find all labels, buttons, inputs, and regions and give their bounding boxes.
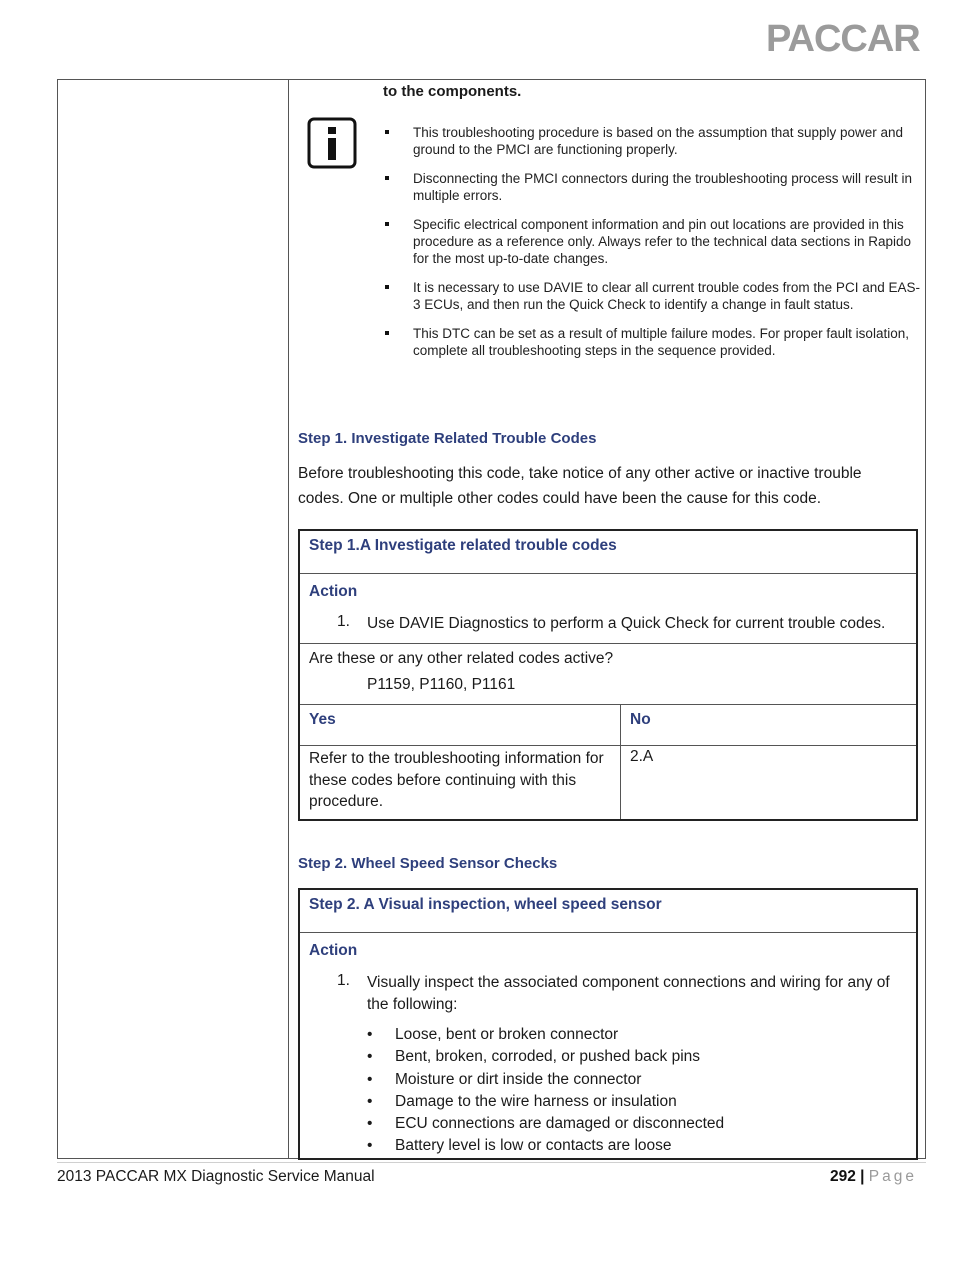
note-item: Disconnecting the PMCI connectors during the troubleshooting process will result in multiple errors.: [383, 170, 923, 204]
action-step: 1. Visually inspect the associated component connections and wiring for any of the following:: [337, 972, 890, 1013]
action-label: Action: [309, 942, 358, 959]
main-content: [298, 80, 920, 1158]
related-codes: P1159, P1160, P1161: [367, 676, 516, 693]
step2a-table: [298, 888, 918, 1160]
page-frame: [57, 79, 926, 1159]
intro-line: to the components.: [383, 83, 522, 100]
step1-heading: Step 1. Investigate Related Trouble Codes: [298, 430, 597, 447]
question-text: Are these or any other related codes active?: [309, 650, 614, 667]
list-item: • Bent, broken, corroded, or pushed back pins: [367, 1046, 907, 1068]
info-icon: [307, 117, 357, 169]
page-number: 292: [829, 1168, 856, 1185]
note-item: It is necessary to use DAVIE to clear all current trouble codes from the PCI and EAS-3 ECUs, and then run the Quick Check to identify a change in fault status.: [383, 279, 923, 313]
yes-label: Yes: [309, 711, 336, 728]
step2a-title: Step 2. A Visual inspection, wheel speed sensor: [309, 896, 662, 913]
footer-rule: [57, 1162, 926, 1163]
list-item: • Loose, bent or broken connector: [367, 1024, 907, 1046]
list-item: • Moisture or dirt inside the connector: [367, 1069, 907, 1091]
list-item: • ECU connections are damaged or disconnected: [367, 1113, 907, 1135]
list-item: • Battery level is low or contacts are loose: [367, 1135, 907, 1157]
no-label: No: [630, 711, 651, 728]
note-item: Specific electrical component information and pin out locations are provided in this procedure as a reference only. Always refer to the technical data sections in Rapido for the most up-to-date changes.: [383, 216, 923, 267]
page-label: Page: [868, 1168, 917, 1185]
no-text: 2.A: [621, 746, 918, 820]
step1-paragraph: Before troubleshooting this code, take notice of any other active or inactive trouble codes. One or multiple other codes could have been the cause for this code.: [298, 465, 862, 507]
left-column: [58, 80, 289, 1158]
note-item: This DTC can be set as a result of multiple failure modes. For proper fault isolation, complete all troubleshooting steps in the sequence provided.: [383, 325, 923, 359]
footer-manual-title: 2013 PACCAR MX Diagnostic Service Manual: [57, 1168, 375, 1185]
paccar-logo: [766, 18, 924, 58]
step2-heading: Step 2. Wheel Speed Sensor Checks: [298, 855, 558, 872]
list-item: • Damage to the wire harness or insulation: [367, 1091, 907, 1113]
page-separator: |: [860, 1168, 865, 1185]
logo-text: PACCAR: [766, 18, 920, 58]
yes-text: Refer to the troubleshooting information for these codes before continuing with this procedure.: [299, 746, 621, 820]
step1a-title: Step 1.A Investigate related trouble codes: [309, 537, 617, 554]
footer-page: [830, 1168, 917, 1186]
note-item: This troubleshooting procedure is based on the assumption that supply power and ground to the PMCI are functioning properly.: [383, 124, 923, 158]
action-label: Action: [309, 583, 358, 600]
step1a-table: [298, 529, 918, 821]
notes-list: [383, 124, 923, 371]
action-step: 1. Use DAVIE Diagnostics to perform a Quick Check for current trouble codes.: [337, 613, 886, 632]
inspection-bullets: [309, 1024, 907, 1158]
